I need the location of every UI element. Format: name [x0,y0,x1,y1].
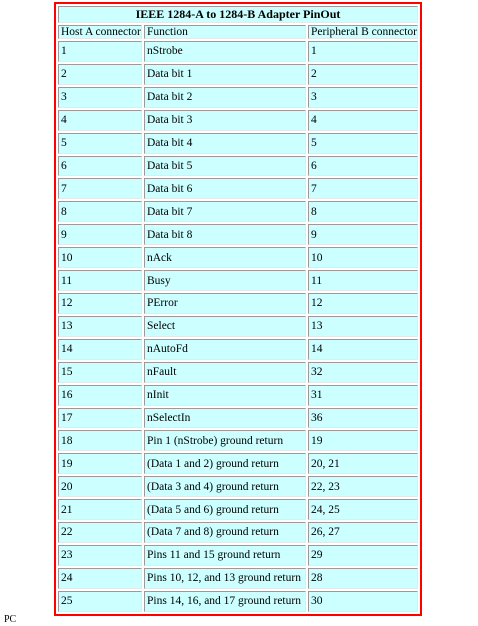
host-a-pin-cell: 13 [58,316,142,337]
peripheral-b-pin-cell: 3 [308,87,418,108]
host-a-pin-cell: 10 [58,247,142,268]
host-a-pin-cell: 1 [58,41,142,62]
table-row [58,568,418,589]
host-a-pin-cell: 16 [58,385,142,406]
peripheral-b-pin-cell: 11 [308,270,418,291]
table-row [58,545,418,566]
function-cell: Data bit 1 [144,64,306,85]
peripheral-b-pin-cell: 22, 23 [308,476,418,497]
peripheral-b-pin-cell: 32 [308,362,418,383]
function-cell: Data bit 3 [144,110,306,131]
host-a-pin-cell: 17 [58,408,142,429]
peripheral-b-pin-cell: 31 [308,385,418,406]
peripheral-b-pin-cell: 1 [308,41,418,62]
peripheral-b-pin-cell: 9 [308,224,418,245]
table-row [58,499,418,520]
peripheral-b-pin-cell: 4 [308,110,418,131]
function-cell: nFault [144,362,306,383]
host-a-pin-cell: 8 [58,201,142,222]
header-host-a-connector: Host A connector [58,25,142,39]
function-cell: Data bit 7 [144,201,306,222]
table-row [58,41,418,62]
function-cell: (Data 3 and 4) ground return [144,476,306,497]
table-row [58,385,418,406]
host-a-pin-cell: 22 [58,522,142,543]
function-cell: Pins 14, 16, and 17 ground return [144,591,306,612]
peripheral-b-pin-cell: 6 [308,156,418,177]
function-cell: nSelectIn [144,408,306,429]
function-cell: (Data 7 and 8) ground return [144,522,306,543]
peripheral-b-pin-cell: 30 [308,591,418,612]
peripheral-b-pin-cell: 8 [308,201,418,222]
table-row [58,430,418,451]
table-header-row [58,25,418,39]
host-a-pin-cell: 23 [58,545,142,566]
function-cell: (Data 1 and 2) ground return [144,453,306,474]
host-a-pin-cell: 21 [58,499,142,520]
host-a-pin-cell: 2 [58,64,142,85]
function-cell: nStrobe [144,41,306,62]
host-a-pin-cell: 6 [58,156,142,177]
peripheral-b-pin-cell: 14 [308,339,418,360]
peripheral-b-pin-cell: 19 [308,430,418,451]
table-row [58,522,418,543]
table-row [58,270,418,291]
footer-text: PC [4,614,17,625]
function-cell: Data bit 6 [144,178,306,199]
table-row [58,408,418,429]
table-row [58,316,418,337]
pinout-table-frame [54,2,422,616]
host-a-pin-cell: 15 [58,362,142,383]
peripheral-b-pin-cell: 12 [308,293,418,314]
function-cell: Data bit 8 [144,224,306,245]
peripheral-b-pin-cell: 2 [308,64,418,85]
peripheral-b-pin-cell: 5 [308,133,418,154]
table-body [58,41,418,612]
function-cell: Select [144,316,306,337]
table-row [58,247,418,268]
host-a-pin-cell: 25 [58,591,142,612]
function-cell: Pin 1 (nStrobe) ground return [144,430,306,451]
host-a-pin-cell: 14 [58,339,142,360]
host-a-pin-cell: 12 [58,293,142,314]
table-row [58,339,418,360]
peripheral-b-pin-cell: 7 [308,178,418,199]
peripheral-b-pin-cell: 28 [308,568,418,589]
table-row [58,224,418,245]
table-row [58,64,418,85]
function-cell: Data bit 4 [144,133,306,154]
host-a-pin-cell: 24 [58,568,142,589]
host-a-pin-cell: 3 [58,87,142,108]
function-cell: nAck [144,247,306,268]
table-row [58,156,418,177]
function-cell: Pins 11 and 15 ground return [144,545,306,566]
table-row [58,178,418,199]
header-peripheral-b-connector: Peripheral B connector [308,25,418,39]
table-row [58,453,418,474]
table-row [58,133,418,154]
peripheral-b-pin-cell: 20, 21 [308,453,418,474]
pinout-table [56,4,420,614]
table-caption-row [58,6,418,23]
function-cell: nInit [144,385,306,406]
host-a-pin-cell: 18 [58,430,142,451]
table-row [58,293,418,314]
peripheral-b-pin-cell: 10 [308,247,418,268]
function-cell: PError [144,293,306,314]
header-function: Function [144,25,306,39]
function-cell: Busy [144,270,306,291]
host-a-pin-cell: 4 [58,110,142,131]
table-row [58,201,418,222]
host-a-pin-cell: 19 [58,453,142,474]
table-row [58,476,418,497]
table-row [58,87,418,108]
peripheral-b-pin-cell: 36 [308,408,418,429]
function-cell: Pins 10, 12, and 13 ground return [144,568,306,589]
table-row [58,110,418,131]
function-cell: (Data 5 and 6) ground return [144,499,306,520]
peripheral-b-pin-cell: 29 [308,545,418,566]
peripheral-b-pin-cell: 24, 25 [308,499,418,520]
host-a-pin-cell: 11 [58,270,142,291]
table-row [58,591,418,612]
function-cell: nAutoFd [144,339,306,360]
host-a-pin-cell: 5 [58,133,142,154]
peripheral-b-pin-cell: 26, 27 [308,522,418,543]
host-a-pin-cell: 9 [58,224,142,245]
host-a-pin-cell: 20 [58,476,142,497]
table-row [58,362,418,383]
function-cell: Data bit 5 [144,156,306,177]
host-a-pin-cell: 7 [58,178,142,199]
peripheral-b-pin-cell: 13 [308,316,418,337]
table-title: IEEE 1284-A to 1284-B Adapter PinOut [58,6,418,23]
function-cell: Data bit 2 [144,87,306,108]
